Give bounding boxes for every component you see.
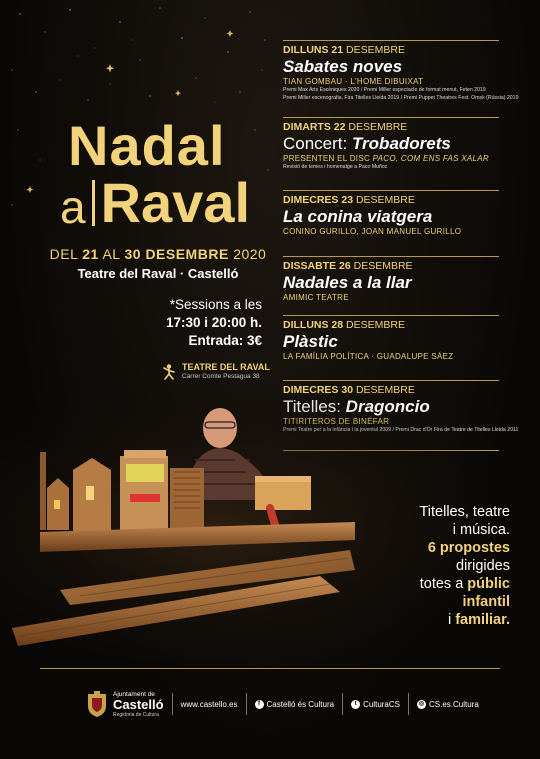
event-month: DESEMBRE bbox=[355, 194, 415, 206]
event-award-note: Premi Max Arts Escèniques 2020 / Premi Miller espectacle de format menut, Feten 2019 bbox=[283, 87, 486, 93]
ajunt-line-1: Ajuntament de bbox=[113, 690, 155, 698]
event-title-text: Nadales a la llar bbox=[283, 273, 412, 292]
event-company bbox=[283, 352, 499, 361]
teatre-del-raval-logo bbox=[160, 362, 270, 381]
event-weekday: DILLUNS bbox=[283, 319, 329, 331]
festival-description bbox=[375, 503, 510, 629]
website-text: www.castello.es bbox=[180, 699, 238, 709]
event-title bbox=[283, 206, 499, 227]
theatre-address: Carrer Comte Pestagua 38 bbox=[182, 373, 260, 380]
facebook-text: Castelló és Cultura bbox=[266, 699, 335, 709]
dates-prefix: DEL bbox=[49, 246, 78, 262]
event-date bbox=[283, 384, 499, 396]
twitter-icon: t bbox=[351, 700, 360, 709]
session-info bbox=[112, 296, 262, 350]
footer bbox=[0, 686, 540, 722]
facebook-icon: f bbox=[255, 700, 264, 709]
footer-separator bbox=[246, 693, 247, 715]
event-title-text: Plàstic bbox=[283, 332, 338, 351]
blurb-line-4: dirigides bbox=[456, 558, 510, 574]
event-month: DESEMBRE bbox=[355, 384, 415, 396]
blurb-line-5 bbox=[375, 575, 510, 593]
title-nadal: Nadal bbox=[68, 114, 226, 177]
blurb-line-7 bbox=[375, 611, 510, 629]
event-company bbox=[283, 154, 499, 163]
title-a: a bbox=[60, 181, 86, 233]
event-month: DESEMBRE bbox=[346, 319, 405, 331]
entry-price: Entrada: 3€ bbox=[188, 333, 262, 348]
event-company bbox=[283, 77, 499, 86]
twitter-link[interactable] bbox=[351, 700, 400, 709]
event-company-text: AMIMIC TEATRE bbox=[283, 293, 349, 302]
program-event bbox=[283, 256, 499, 315]
theatre-logo-text bbox=[182, 362, 270, 381]
ajuntament-logo bbox=[86, 690, 164, 718]
event-month: DESEMBRE bbox=[353, 260, 413, 272]
blurb-line-7b: familiar. bbox=[455, 612, 510, 628]
event-day-number: 22 bbox=[333, 121, 346, 133]
title-raval: Raval bbox=[100, 171, 251, 234]
website-link[interactable] bbox=[181, 700, 238, 709]
ajunt-line-3: Regidoria de Cultura bbox=[113, 711, 159, 718]
event-date bbox=[283, 44, 499, 56]
title-divider bbox=[92, 180, 95, 226]
castello-coat-of-arms-icon bbox=[86, 690, 108, 718]
event-award-note: Revisió de temes i homenatge a Paco Muñoz bbox=[283, 164, 388, 170]
facebook-link[interactable] bbox=[255, 700, 335, 709]
event-date bbox=[283, 260, 499, 272]
theatre-name: TEATRE DEL RAVAL bbox=[182, 362, 270, 372]
dates-month: DESEMBRE bbox=[145, 246, 229, 262]
blurb-line-5b: públic bbox=[467, 576, 510, 592]
event-company-text: CONINO GURILLO, JOAN MANUEL GURILLO bbox=[283, 227, 462, 236]
program-event bbox=[283, 190, 499, 256]
event-title-text: Trobadorets bbox=[351, 134, 451, 153]
program-event bbox=[283, 117, 499, 190]
event-company-text: PRESENTEN EL DISC bbox=[283, 154, 371, 163]
instagram-icon: ◎ bbox=[418, 700, 425, 707]
instagram-link[interactable] bbox=[417, 700, 479, 709]
event-company-text: LA FAMÍLIA POLÍTICA · GUADALUPE SÁEZ bbox=[283, 352, 454, 361]
instagram-text: CS.es.Cultura bbox=[429, 699, 479, 709]
blurb-line-5a: totes a bbox=[419, 576, 468, 592]
program-list bbox=[283, 40, 519, 451]
festival-dates bbox=[28, 246, 288, 281]
ajunt-line-2: Castelló bbox=[113, 696, 164, 712]
blurb-line-1: Titelles, teatre bbox=[419, 504, 510, 520]
program-event bbox=[283, 315, 499, 380]
dates-end: 30 bbox=[124, 246, 142, 262]
dates-mid: AL bbox=[102, 246, 121, 262]
event-date bbox=[283, 194, 499, 206]
ajuntament-text bbox=[113, 691, 164, 718]
dates-year: 2020 bbox=[233, 246, 267, 262]
program-event bbox=[283, 40, 519, 117]
event-day-number: 30 bbox=[341, 384, 354, 396]
event-title bbox=[283, 331, 499, 352]
event-weekday: DIMARTS bbox=[283, 121, 331, 133]
event-weekday: DIMECRES bbox=[283, 194, 339, 206]
blurb-line-6: infantil bbox=[462, 594, 510, 610]
event-award-note: Premi Miller escenografia, Fira Titelles Lleida 2019 / Premi Puppet Theatres Fest. Omsk (Rússia) 2019 bbox=[283, 95, 519, 101]
event-weekday: DIMECRES bbox=[283, 384, 339, 396]
event-title bbox=[283, 272, 499, 293]
event-month: DESEMBRE bbox=[348, 121, 408, 133]
dates-start: 21 bbox=[82, 246, 99, 262]
blurb-line-3: 6 propostes bbox=[427, 540, 510, 556]
poster-title bbox=[60, 114, 270, 234]
session-times: 17:30 i 20:00 h. bbox=[165, 315, 262, 330]
footer-separator bbox=[172, 693, 173, 715]
dancer-icon bbox=[160, 363, 178, 381]
event-weekday: DILLUNS bbox=[283, 44, 329, 56]
sessions-label: *Sessions a les bbox=[169, 297, 262, 312]
event-title-text: Sabates noves bbox=[283, 57, 403, 76]
blurb-line-7a: i bbox=[447, 612, 456, 628]
event-day-number: 21 bbox=[331, 44, 344, 56]
event-day-number: 26 bbox=[339, 260, 351, 272]
twitter-text: CulturaCS bbox=[363, 699, 400, 709]
event-company bbox=[283, 293, 499, 302]
event-title bbox=[283, 56, 499, 77]
event-date bbox=[283, 121, 499, 133]
dates-line bbox=[28, 246, 288, 262]
event-date bbox=[283, 319, 499, 331]
title-second-line bbox=[60, 171, 270, 234]
event-month: DESEMBRE bbox=[346, 44, 405, 56]
event-company bbox=[283, 227, 499, 236]
blurb-line-2: i música. bbox=[452, 522, 510, 538]
event-day-number: 23 bbox=[341, 194, 354, 206]
event-day-number: 28 bbox=[331, 319, 344, 331]
footer-separator bbox=[408, 693, 409, 715]
venue: Teatre del Raval · Castelló bbox=[77, 266, 239, 281]
footer-separator bbox=[342, 693, 343, 715]
event-title-text: La conina viatgera bbox=[283, 207, 433, 226]
footer-divider bbox=[40, 668, 500, 669]
event-company-italic: PACO, COM ENS FAS XALAR bbox=[372, 154, 489, 163]
event-weekday: DISSABTE bbox=[283, 260, 337, 272]
event-company-text: TIAN GOMBAU · L'HOME DIBUIXAT bbox=[283, 77, 424, 86]
event-title bbox=[283, 133, 499, 154]
event-title-prefix: Concert: bbox=[283, 134, 352, 153]
